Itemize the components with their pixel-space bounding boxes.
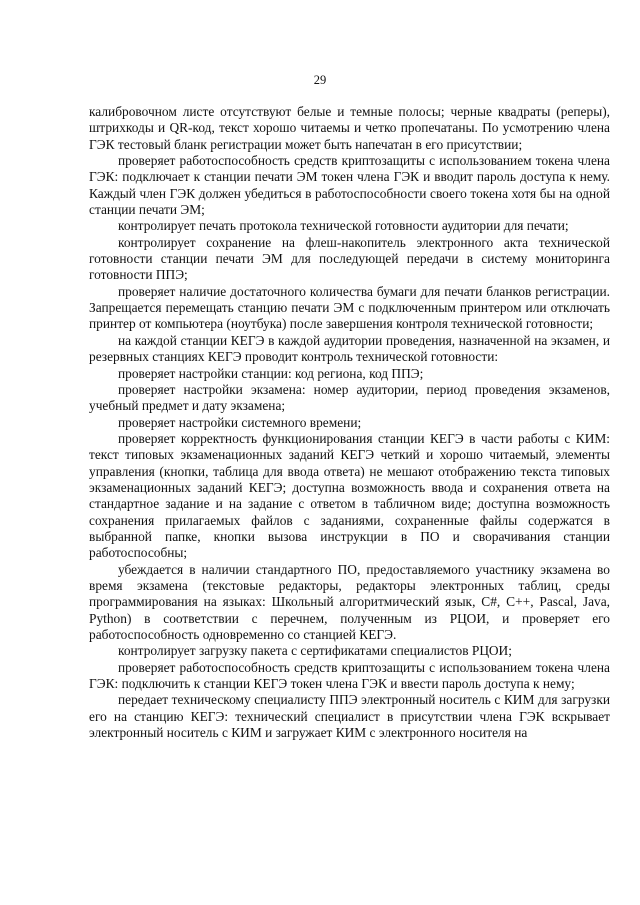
paragraph: проверяет корректность функционирования станции КЕГЭ в части работы с КИМ: текст типовых экзаменационных заданий КЕГЭ четкий и хорошо читаемый, элементы управления (кнопки, таблица для ввода ответа) не мешают отображению текста типовых экзаменационных заданий КЕГЭ; доступна возможность ввода и сохранения ответа на стандартное задание и на задание с ответом в табличном виде; доступна возможность сохранения прилагаемых файлов с заданиями, сохраненные файлы содержатся в выбранной папке, кнопки вызова инструкции в ПО и сворачивания станции работоспособны; [89, 430, 610, 561]
paragraph: проверяет настройки станции: код региона, код ППЭ; [118, 365, 424, 381]
paragraph: передает техническому специалисту ППЭ электронный носитель с КИМ для загрузки его на станцию КЕГЭ: технический специалист в присутствии члена ГЭК вскрывает электронный носитель с КИМ и загружает КИМ с электронного носителя на [89, 692, 610, 741]
paragraph: проверяет наличие достаточного количества бумаги для печати бланков регистрации. Запрещается перемещать станцию печати ЭМ с подключенным принтером или отключать принтер от компьютера (ноутбука) после завершения контроля технической готовности; [89, 283, 610, 332]
paragraph: контролирует печать протокола технической готовности аудитории для печати; [118, 218, 569, 234]
page-number: 29 [313, 73, 327, 87]
paragraph: контролирует загрузку пакета с сертификатами специалистов РЦОИ; [118, 643, 512, 659]
paragraph: проверяет работоспособность средств криптозащиты с использованием токена члена ГЭК: подключает к станции печати ЭМ токен члена ГЭК и вводит пароль доступа к нему. Каждый член ГЭК должен убедиться в работоспособности своего токена хотя бы на одной станции печати ЭМ; [89, 153, 610, 218]
body-text [89, 104, 610, 741]
paragraph: проверяет настройки системного времени; [118, 414, 362, 430]
paragraph: на каждой станции КЕГЭ в каждой аудитории проведения, назначенной на экзамен, и резервных станциях КЕГЭ проводит контроль технической готовности: [89, 332, 610, 365]
paragraph: контролирует сохранение на флеш-накопитель электронного акта технической готовности станции печати ЭМ для последующей передачи в систему мониторинга готовности ППЭ; [89, 234, 610, 283]
paragraph: проверяет настройки экзамена: номер аудитории, период проведения экзаменов, учебный предмет и дату экзамена; [89, 381, 610, 414]
paragraph: убеждается в наличии стандартного ПО, предоставляемого участнику экзамена во время экзамена (текстовые редакторы, редакторы электронных таблиц, среды программирования на языках: Школьный алгоритмический язык, C#, C++, Pascal, Java, Python) в соответствии с перечнем, полученным из РЦОИ, и проверяет его работоспособность одновременно со станцией КЕГЭ. [89, 561, 610, 642]
paragraph: проверяет работоспособность средств криптозащиты с использованием токена члена ГЭК: подключить к станции КЕГЭ токен члена ГЭК и ввести пароль доступа к нему; [89, 659, 610, 692]
paragraph: калибровочном листе отсутствуют белые и темные полосы; черные квадраты (реперы), штрихкоды и QR-код, текст хорошо читаемы и четко пропечатаны. По усмотрению члена ГЭК тестовый бланк регистрации может быть напечатан в его присутствии; [89, 104, 610, 152]
